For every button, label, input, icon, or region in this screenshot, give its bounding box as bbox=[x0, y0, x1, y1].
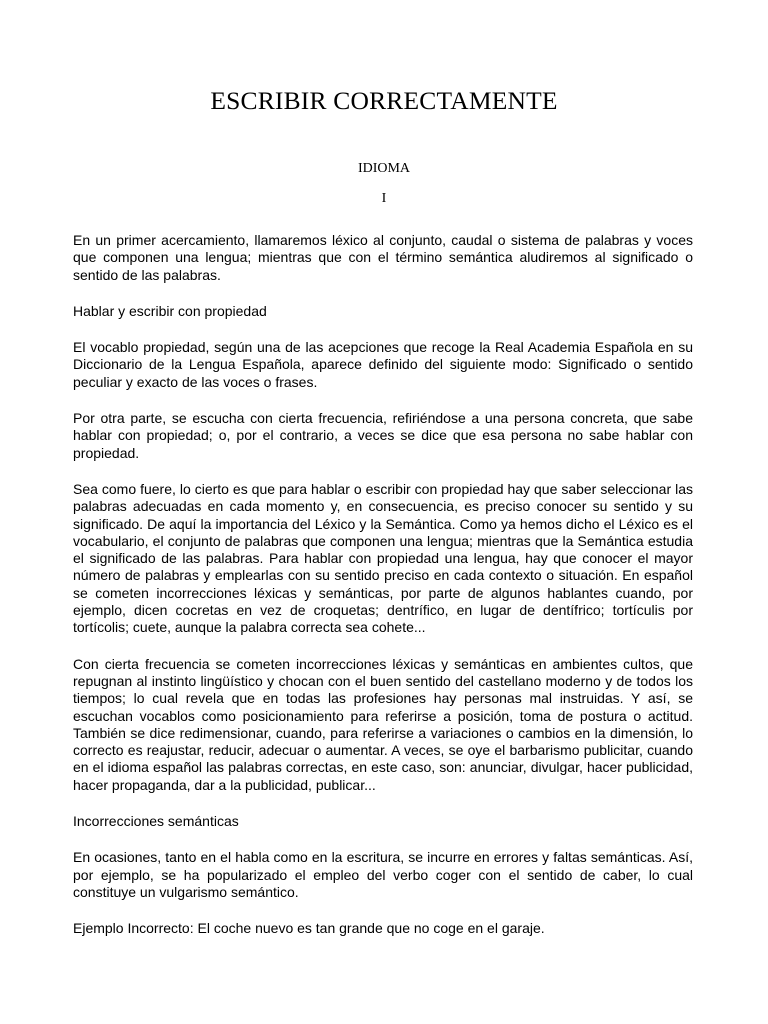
section-heading: IDIOMA bbox=[357, 161, 411, 176]
paragraph-intro: En un primer acercamiento, llamaremos léxico al conjunto, caudal o sistema de palabras y voces que componen una lengua; mientras que con el término semántica aludiremos al significado o sentido de las palabras. bbox=[73, 232, 693, 283]
section-numeral: I bbox=[381, 191, 387, 206]
document-title: ESCRIBIR CORRECTAMENTE bbox=[210, 86, 558, 115]
document-body bbox=[73, 232, 693, 957]
paragraph-propiedad-definicion: El vocablo propiedad, según una de las acepciones que recoge la Real Academia Española en su Diccionario de la Lengua Española, aparece definido del siguiente modo: Significado o sentido peculiar y exacto de las voces o frases. bbox=[73, 339, 693, 390]
subheading-propiedad: Hablar y escribir con propiedad bbox=[73, 302, 267, 319]
paragraph-ejemplo: Ejemplo Incorrecto: El coche nuevo es tan grande que no coge en el garaje. bbox=[73, 920, 545, 937]
subheading-incorrecciones: Incorrecciones semánticas bbox=[73, 813, 239, 830]
paragraph-otra-parte: Por otra parte, se escucha con cierta frecuencia, refiriéndose a una persona concreta, que sabe hablar con propiedad; o, por el contrario, a veces se dice que esa persona no sabe hablar con propiedad. bbox=[73, 410, 693, 461]
paragraph-ocasiones: En ocasiones, tanto en el habla como en la escritura, se incurre en errores y faltas semánticas. Así, por ejemplo, se ha popularizado el empleo del verbo coger con el sentido de caber, lo cual constituye un vulgarismo semántico. bbox=[73, 849, 693, 900]
paragraph-ambientes-cultos: Con cierta frecuencia se cometen incorrecciones léxicas y semánticas en ambientes cultos, que repugnan al instinto lingüístico y chocan con el buen sentido del castellano moderno y de todos los tiempos; lo cual revela que en todas las profesiones hay personas mal instruidas. Y así, se escuchan vocablos como posicionamiento para referirse a posición, toma de postura o actitud. También se dice redimensionar, cuando, para referirse a variaciones o cambios en la dimensión, lo correcto es reajustar, reducir, adecuar o aumentar. A veces, se oye el barbarismo publicitar, cuando en el idioma español las palabras correctas, en este caso, son: anunciar, divulgar, hacer publicidad, hacer propaganda, dar a la publicidad, publicar... bbox=[73, 655, 693, 793]
paragraph-sea-como-fuere: Sea como fuere, lo cierto es que para hablar o escribir con propiedad hay que saber seleccionar las palabras adecuadas en cada momento y, en consecuencia, es preciso conocer su sentido y su significado. De aquí la importancia del Léxico y la Semántica. Como ya hemos dicho el Léxico es el vocabulario, el conjunto de palabras que componen una lengua; mientras que la Semántica estudia el significado de las palabras. Para hablar con propiedad una lengua, hay que conocer el mayor número de palabras y emplearlas con su sentido preciso en cada contexto o situación. En español se cometen incorrecciones léxicas y semánticas, por parte de algunos hablantes cuando, por ejemplo, dicen cocretas en vez de croquetas; dentrífico, en lugar de dentífrico; tortículis por tortícolis; cuete, aunque la palabra correcta sea cohete... bbox=[73, 480, 693, 636]
